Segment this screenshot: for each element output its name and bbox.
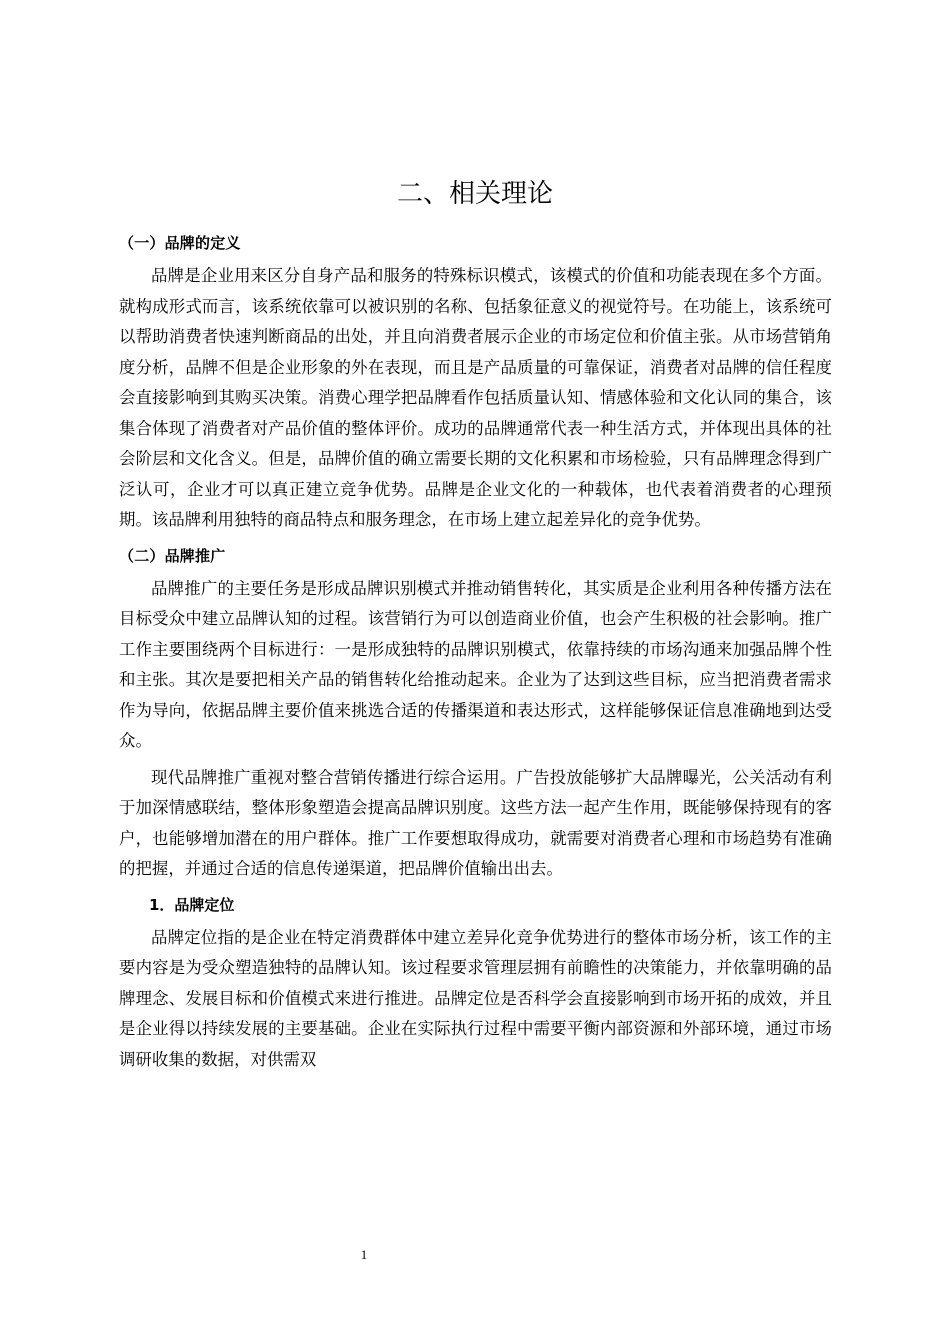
page-number: 1 [360, 1247, 368, 1262]
paragraph-brand-positioning: 品牌定位指的是企业在特定消费群体中建立差异化竞争优势进行的整体市场分析，该工作的主要内容是为受众塑造独特的品牌认知。该过程要求管理层拥有前瞻性的决策能力，并依靠明确的品牌理念、发展目标和价值模式来进行推进。品牌定位是否科学会直接影响到市场开拓的成效，并且是企业得以持续发展的主要基础。企业在实际执行过程中需要平衡内部资源和外部环境，通过市场调研收集的数据，对供需双 [119, 927, 832, 1069]
section-heading-brand-definition: （一）品牌的定义 [119, 234, 241, 252]
section-heading-brand-promotion: （二）品牌推广 [119, 546, 226, 565]
chapter-title: 二、相关理论 [396, 179, 553, 209]
subsection-heading-brand-positioning: 1．品牌定位 [149, 895, 235, 914]
paragraph-brand-definition: 品牌是企业用来区分自身产品和服务的特殊标识模式，该模式的价值和功能表现在多个方面。就构成形式而言，该系统依靠可以被识别的名称、包括象征意义的视觉符号。在功能上，该系统可以帮助消费者快速判断商品的出处，并且向消费者展示企业的市场定位和价值主张。从市场营销角度分析，品牌不但是企业形象的外在表现，而且是产品质量的可靠保证，消费者对品牌的信任程度会直接影响到其购买决策。消费心理学把品牌看作包括质量认知、情感体验和文化认同的集合，该集合体现了消费者对产品价值的整体评价。成功的品牌通常代表一种生活方式，并体现出具体的社会阶层和文化含义。但是，品牌价值的确立需要长期的文化积累和市场检验，只有品牌理念得到广泛认可，企业才可以真正建立竞争优势。品牌是企业文化的一种载体，也代表着消费者的心理预期。该品牌利用独特的商品特点和服务理念，在市场上建立起差异化的竞争优势。 [119, 266, 832, 529]
paragraph-brand-promotion-1: 品牌推广的主要任务是形成品牌识别模式并推动销售转化，其实质是企业利用各种传播方法在目标受众中建立品牌认知的过程。该营销行为可以创造商业价值，也会产生积极的社会影响。推广工作主要围绕两个目标进行：一是形成独特的品牌识别模式，依靠持续的市场沟通来加强品牌个性和主张。其次是要把相关产品的销售转化给推动起来。企业为了达到这些目标，应当把消费者需求作为导向，依据品牌主要价值来挑选合适的传播渠道和表达形式，这样能够保证信息准确地到达受众。 [119, 578, 832, 750]
page-content [119, 229, 832, 1081]
paragraph-brand-promotion-2: 现代品牌推广重视对整合营销传播进行综合运用。广告投放能够扩大品牌曝光，公关活动有利于加深情感联结，整体形象塑造会提高品牌识别度。这些方法一起产生作用，既能够保持现有的客户，也能够增加潜在的用户群体。推广工作要想取得成功，就需要对消费者心理和市场趋势有准确的把握，并通过合适的信息传递渠道，把品牌价值输出出去。 [119, 767, 832, 878]
